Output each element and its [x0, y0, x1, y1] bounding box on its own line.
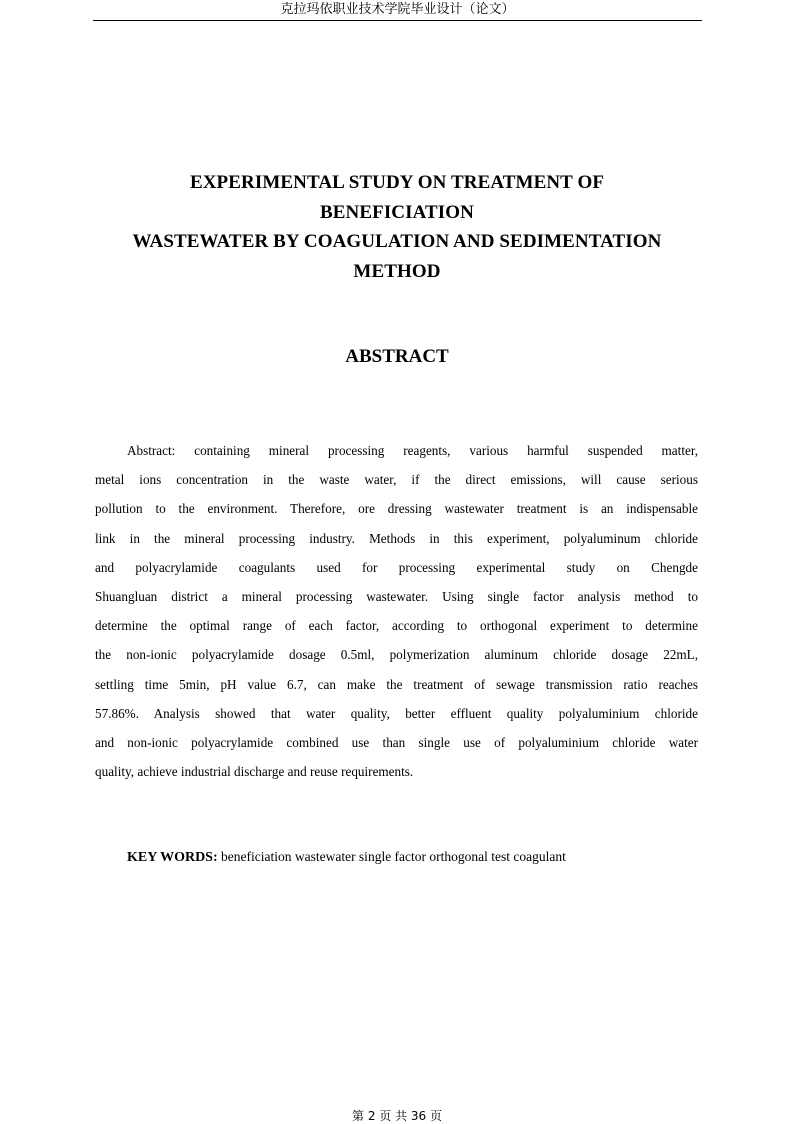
title-line: WASTEWATER BY COAGULATION AND SEDIMENTATION — [132, 231, 662, 252]
abstract-line: 57.86%. Analysis showed that water quality, better effluent quality polyaluminium chloride — [95, 705, 698, 721]
abstract-line: quality, achieve industrial discharge and reuse requirements. — [95, 764, 414, 780]
page-number: 第 2 页 共 36 页 — [352, 1109, 442, 1123]
title-line: BENEFICIATION — [319, 201, 475, 223]
abstract-line: pollution to the environment. Therefore, ore dressing wastewater treatment is an indispensable — [95, 501, 698, 517]
keywords-label: KEY WORDS: — [127, 850, 218, 865]
keywords-text: beneficiation wastewater single factor orthogonal test coagulant — [217, 849, 566, 864]
abstract-line: metal ions concentration in the waste water, if the direct emissions, will cause serious — [95, 472, 698, 488]
abstract-line: and non-ionic polyacrylamide combined use than single use of polyaluminium chloride water — [95, 735, 698, 751]
abstract-line: settling time 5min, pH value 6.7, can make the treatment of sewage transmission ratio reaches — [95, 676, 698, 692]
thesis-title — [60, 168, 734, 286]
abstract-line: the non-ionic polyacrylamide dosage 0.5ml, polymerization aluminum chloride dosage 22mL, — [95, 647, 698, 663]
abstract-line: link in the mineral processing industry. Methods in this experiment, polyaluminum chloride — [95, 530, 698, 546]
keywords — [127, 846, 698, 869]
abstract-line: Shuangluan district a mineral processing wastewater. Using single factor analysis method to — [95, 589, 698, 605]
abstract-line: and polyacrylamide coagulants used for processing experimental study on Chengde — [95, 559, 698, 575]
abstract-heading: ABSTRACT — [345, 346, 449, 367]
title-line: METHOD — [353, 260, 441, 282]
abstract-body — [95, 436, 698, 786]
abstract-line: determine the optimal range of each factor, according to orthogonal experiment to determine — [95, 618, 698, 634]
title-line: EXPERIMENTAL STUDY ON TREATMENT OF — [189, 172, 605, 193]
abstract-line: Abstract: containing mineral processing reagents, various harmful suspended matter, — [127, 443, 698, 458]
page-header: 克拉玛依职业技术学院毕业设计（论文） — [93, 0, 702, 21]
